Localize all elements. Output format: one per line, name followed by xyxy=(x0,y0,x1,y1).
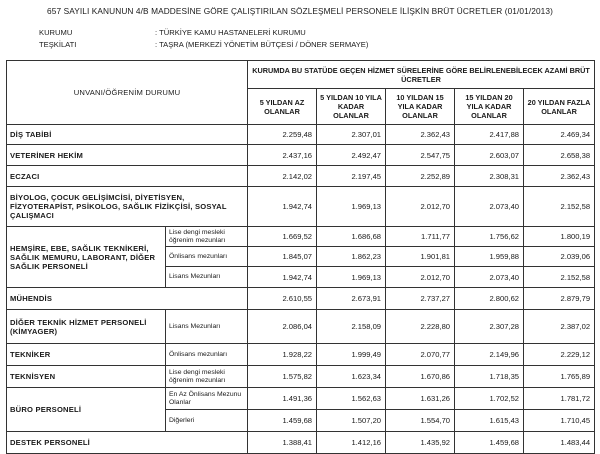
value-cell: 1.388,41 xyxy=(248,432,317,454)
value-cell: 2.307,01 xyxy=(317,125,386,145)
value-cell: 1.669,52 xyxy=(248,227,317,247)
value-cell: 1.631,26 xyxy=(386,388,455,410)
value-cell: 2.073,40 xyxy=(455,267,524,288)
value-cell: 1.491,36 xyxy=(248,388,317,410)
value-cell: 2.012,70 xyxy=(386,187,455,227)
value-cell: 1.483,44 xyxy=(524,432,595,454)
value-cell: 2.259,48 xyxy=(248,125,317,145)
row-name: DESTEK PERSONELİ xyxy=(7,432,248,454)
value-cell: 1.670,86 xyxy=(386,366,455,388)
value-cell: 2.673,91 xyxy=(317,288,386,310)
value-cell: 1.928,22 xyxy=(248,344,317,366)
value-cell: 1.969,13 xyxy=(317,267,386,288)
value-cell: 1.575,82 xyxy=(248,366,317,388)
value-cell: 1.862,23 xyxy=(317,247,386,267)
table-row xyxy=(7,227,595,247)
value-cell: 2.197,45 xyxy=(317,166,386,187)
row-name: HEMŞİRE, EBE, SAĞLIK TEKNİKERİ, SAĞLIK MEMURU, LABORANT, DİĞER SAĞLIK PERSONELİ xyxy=(7,227,166,288)
value-cell: 2.362,43 xyxy=(524,166,595,187)
value-cell: 2.658,38 xyxy=(524,145,595,166)
column-header: 15 YILDAN 20 YILA KADAR OLANLAR xyxy=(455,89,524,125)
row-name: MÜHENDİS xyxy=(7,288,248,310)
value-cell: 2.158,09 xyxy=(317,310,386,344)
table-row xyxy=(7,187,595,227)
value-cell: 2.603,07 xyxy=(455,145,524,166)
value-cell: 1.459,68 xyxy=(248,410,317,432)
value-cell: 1.800,19 xyxy=(524,227,595,247)
table-row xyxy=(7,166,595,187)
value-cell: 1.901,81 xyxy=(386,247,455,267)
value-cell: 1.686,68 xyxy=(317,227,386,247)
row-sub: Lisans Mezunları xyxy=(166,310,248,344)
column-header: 5 YILDAN 10 YILA KADAR OLANLAR xyxy=(317,89,386,125)
value-cell: 2.070,77 xyxy=(386,344,455,366)
row-sub: Lise dengi mesleki öğrenim mezunları xyxy=(166,366,248,388)
salary-table xyxy=(6,60,595,454)
value-cell: 1.435,92 xyxy=(386,432,455,454)
value-cell: 2.362,43 xyxy=(386,125,455,145)
value-cell: 2.879,79 xyxy=(524,288,595,310)
value-cell: 1.845,07 xyxy=(248,247,317,267)
row-sub: En Az Önlisans Mezunu Olanlar xyxy=(166,388,248,410)
column-header: 20 YILDAN FAZLA OLANLAR xyxy=(524,89,595,125)
column-header: 10 YILDAN 15 YILA KADAR OLANLAR xyxy=(386,89,455,125)
value-cell: 1.710,45 xyxy=(524,410,595,432)
meta-key: TEŞKİLATI xyxy=(39,40,77,49)
row-name: DİĞER TEKNİK HİZMET PERSONELİ (KİMYAGER) xyxy=(7,310,166,344)
value-cell: 1.999,49 xyxy=(317,344,386,366)
value-cell: 1.412,16 xyxy=(317,432,386,454)
value-cell: 2.086,04 xyxy=(248,310,317,344)
value-cell: 2.152,58 xyxy=(524,267,595,288)
value-cell: 1.459,68 xyxy=(455,432,524,454)
meta-key: KURUMU xyxy=(39,28,73,37)
table-row xyxy=(7,388,595,410)
table-row xyxy=(7,366,595,388)
value-cell: 1.781,72 xyxy=(524,388,595,410)
value-cell: 2.387,02 xyxy=(524,310,595,344)
value-cell: 1.562,63 xyxy=(317,388,386,410)
value-cell: 2.228,80 xyxy=(386,310,455,344)
row-name: TEKNİSYEN xyxy=(7,366,166,388)
row-sub: Lisans Mezunları xyxy=(166,267,248,288)
unvan-header: UNVANI/ÖĞRENİM DURUMU xyxy=(7,61,248,125)
value-cell: 1.615,43 xyxy=(455,410,524,432)
value-cell: 2.469,34 xyxy=(524,125,595,145)
row-sub: Önlisans mezunları xyxy=(166,247,248,267)
value-cell: 1.507,20 xyxy=(317,410,386,432)
table-row xyxy=(7,432,595,454)
value-cell: 2.417,88 xyxy=(455,125,524,145)
value-cell: 2.252,89 xyxy=(386,166,455,187)
value-cell: 1.765,89 xyxy=(524,366,595,388)
row-sub: Önlisans mezunları xyxy=(166,344,248,366)
table-row xyxy=(7,344,595,366)
value-cell: 2.492,47 xyxy=(317,145,386,166)
meta-teskilati xyxy=(39,40,368,49)
row-name: DİŞ TABİBİ xyxy=(7,125,248,145)
table-row xyxy=(7,125,595,145)
table-row xyxy=(7,310,595,344)
value-cell: 2.039,06 xyxy=(524,247,595,267)
value-cell: 2.547,75 xyxy=(386,145,455,166)
row-sub: Diğerleri xyxy=(166,410,248,432)
value-cell: 2.229,12 xyxy=(524,344,595,366)
value-cell: 1.942,74 xyxy=(248,187,317,227)
value-cell: 2.012,70 xyxy=(386,267,455,288)
document-title: 657 SAYILI KANUNUN 4/B MADDESİNE GÖRE ÇALIŞTIRILAN SÖZLEŞMELİ PERSONELE İLİŞKİN BRÜT ÜCRETLER (01/01/2013) xyxy=(47,6,553,16)
value-cell: 1.623,34 xyxy=(317,366,386,388)
row-name: BİYOLOG, ÇOCUK GELİŞİMCİSİ, DİYETİSYEN, FİZYOTERAPİST, PSİKOLOG, SAĞLIK FİZİKÇİSİ, SOSYAL ÇALIŞMACI xyxy=(7,187,248,227)
value-cell: 2.800,62 xyxy=(455,288,524,310)
meta-kurumu xyxy=(39,28,306,37)
value-cell: 1.959,88 xyxy=(455,247,524,267)
value-cell: 2.307,28 xyxy=(455,310,524,344)
meta-value: : TAŞRA (MERKEZİ YÖNETİM BÜTÇESİ / DÖNER SERMAYE) xyxy=(155,40,369,49)
value-cell: 2.437,16 xyxy=(248,145,317,166)
value-cell: 2.149,96 xyxy=(455,344,524,366)
row-name: BÜRO PERSONELİ xyxy=(7,388,166,432)
value-cell: 2.308,31 xyxy=(455,166,524,187)
value-cell: 2.737,27 xyxy=(386,288,455,310)
value-cell: 1.756,62 xyxy=(455,227,524,247)
value-cell: 2.152,58 xyxy=(524,187,595,227)
value-cell: 2.073,40 xyxy=(455,187,524,227)
table-row xyxy=(7,145,595,166)
row-name: VETERİNER HEKİM xyxy=(7,145,248,166)
value-cell: 2.610,55 xyxy=(248,288,317,310)
value-cell: 1.702,52 xyxy=(455,388,524,410)
row-name: ECZACI xyxy=(7,166,248,187)
value-cell: 1.942,74 xyxy=(248,267,317,288)
row-name: TEKNİKER xyxy=(7,344,166,366)
row-sub: Lise dengi mesleki öğrenim mezunları xyxy=(166,227,248,247)
table-row xyxy=(7,288,595,310)
column-header: 5 YILDAN AZ OLANLAR xyxy=(248,89,317,125)
value-cell: 1.711,77 xyxy=(386,227,455,247)
value-cell: 2.142,02 xyxy=(248,166,317,187)
value-cell: 1.554,70 xyxy=(386,410,455,432)
group-header: KURUMDA BU STATÜDE GEÇEN HİZMET SÜRELERİNE GÖRE BELİRLENEBİLECEK AZAMİ BRÜT ÜCRETLER xyxy=(248,61,595,89)
value-cell: 1.718,35 xyxy=(455,366,524,388)
meta-value: : TÜRKİYE KAMU HASTANELERİ KURUMU xyxy=(155,28,306,37)
value-cell: 1.969,13 xyxy=(317,187,386,227)
